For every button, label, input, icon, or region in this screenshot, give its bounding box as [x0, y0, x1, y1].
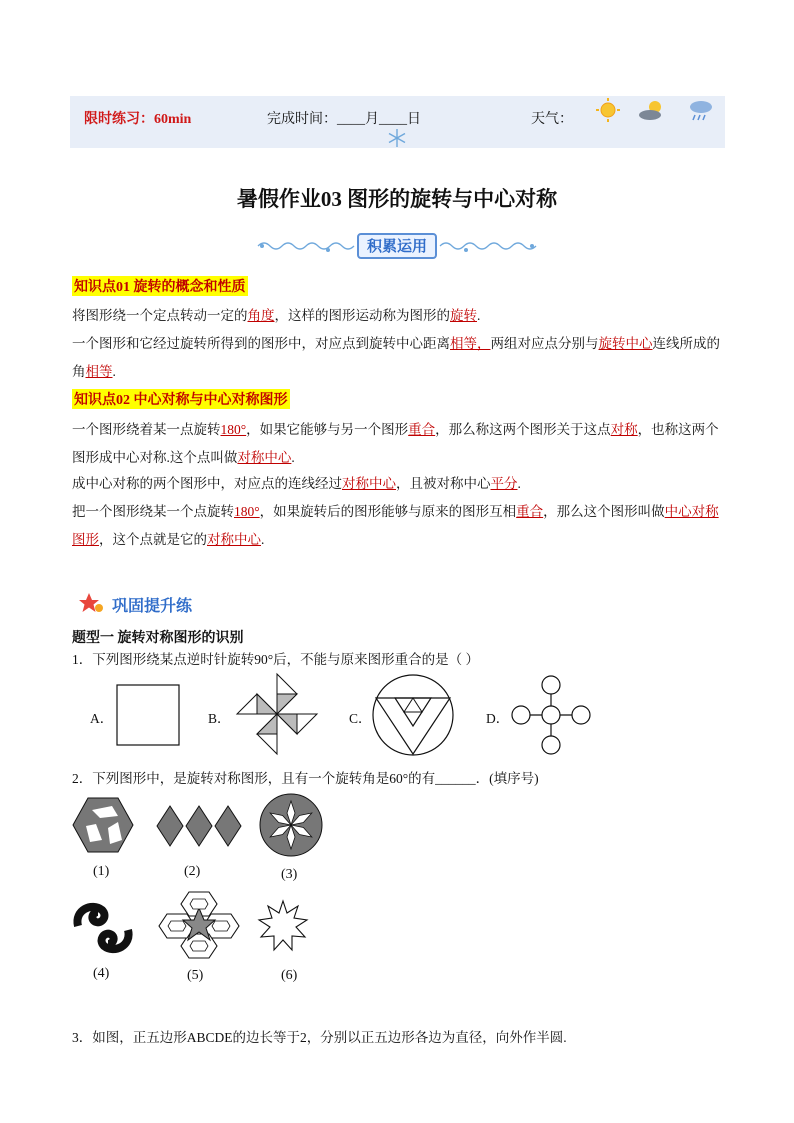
q2-figure-6: [258, 900, 308, 952]
sun-icon: [596, 98, 620, 122]
q2-label-5: (5): [187, 968, 204, 983]
q1-figure-cross-circles: [510, 675, 592, 755]
question-type-heading: 题型一 旋转对称图形的识别: [72, 631, 244, 646]
q1-figure-pinwheel: [236, 673, 318, 755]
banner-wave-left: [258, 238, 354, 254]
q2-figure-2: [156, 804, 242, 848]
q2-label-2: (2): [184, 864, 201, 879]
kp1-heading: 知识点01 旋转的概念和性质: [72, 276, 248, 296]
question-2: 2．下列图形中，是旋转对称图形，且有一个旋转角是60°的有______．(填序号): [72, 771, 539, 786]
partly-cloudy-icon: [637, 98, 667, 122]
section-title: 巩固提升练: [112, 596, 193, 615]
q2-label-6: (6): [281, 968, 298, 983]
q2-figure-5: [159, 890, 239, 960]
q2-figure-3: [259, 793, 323, 857]
q2-figure-1: [72, 796, 134, 854]
weather-label: 天气：: [531, 112, 573, 127]
q1-figure-square: [116, 684, 180, 746]
q2-label-4: (4): [93, 966, 110, 981]
q1-option-c: C．: [349, 711, 372, 726]
kp2-para2: 成中心对称的两个图形中，对应点的连线经过对称中心，且被对称中心平分.: [72, 476, 521, 491]
q2-label-3: (3): [281, 867, 298, 882]
page-title: 暑假作业03 图形的旋转与中心对称: [236, 187, 558, 211]
q1-option-b: B．: [208, 711, 231, 726]
kp1-para1: 将图形绕一个定点转动一定的角度，这样的图形运动称为图形的旋转.: [72, 308, 481, 323]
snowflake-icon: [387, 128, 407, 148]
q1-option-a: A．: [90, 711, 114, 726]
kp1-para2: 一个图形和它经过旋转所得到的图形中，对应点到旋转中心距离相等，两组对应点分别与旋转中心连线所成的角相等.: [72, 336, 720, 379]
q1-figure-circle-triangle: [372, 674, 454, 756]
banner-label: 积累运用: [357, 233, 437, 259]
completion-time: 完成时间：____月____日: [267, 112, 421, 127]
q2-label-1: (1): [93, 864, 110, 879]
q2-figure-4: [72, 900, 134, 956]
question-1: 1．下列图形绕某点逆时针旋转90°后，不能与原来图形重合的是（ ）: [72, 652, 480, 667]
q1-option-d: D．: [486, 711, 510, 726]
kp2-heading: 知识点02 中心对称与中心对称图形: [72, 389, 290, 409]
star-icon: [78, 592, 104, 614]
kp2-para3: 把一个图形绕某一个点旋转180°，如果旋转后的图形能够与原来的图形互相重合，那么这个图形叫做中心对称图形，这个点就是它的对称中心.: [72, 504, 719, 547]
question-3: 3．如图，正五边形ABCDE的边长等于2，分别以正五边形各边为直径，向外作半圆.: [72, 1030, 567, 1045]
kp2-para1: 一个图形绕着某一点旋转180°，如果它能够与另一个图形重合，那么称这两个图形关于这点对称，也称这两个图形成中心对称.这个点叫做对称中心.: [72, 422, 719, 465]
rain-cloud-icon: [688, 98, 714, 124]
banner-wave-right: [440, 238, 536, 254]
time-limit: 限时练习：60min: [84, 112, 192, 127]
